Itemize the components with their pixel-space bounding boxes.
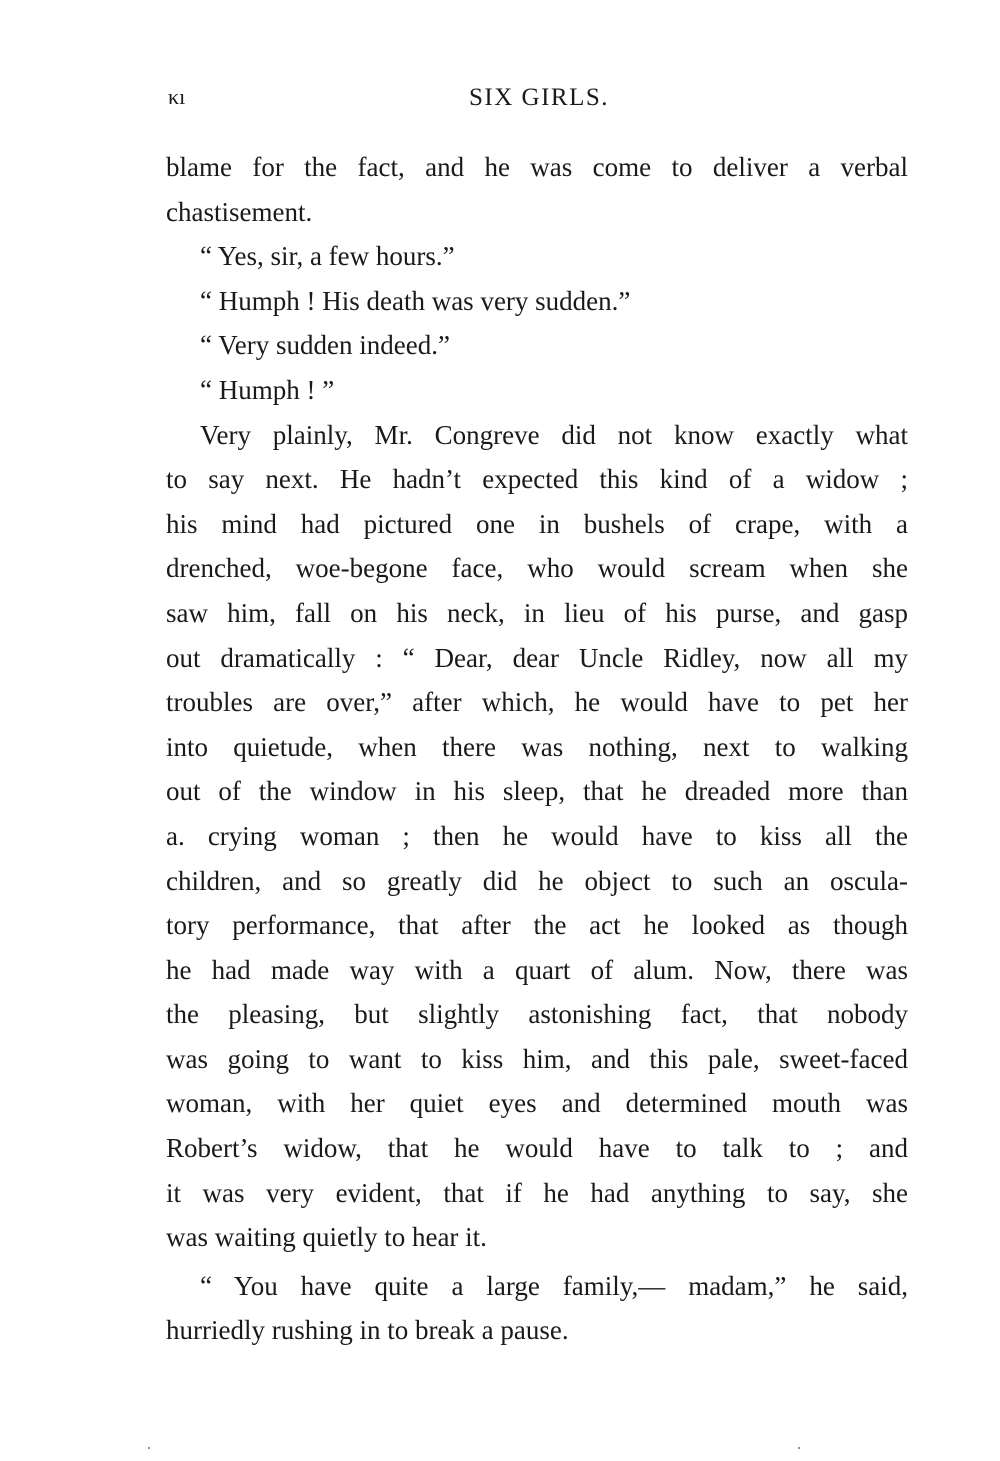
scan-speck: [148, 1447, 150, 1449]
text-line: it was very evident, that if he had anything to say, she: [166, 1177, 908, 1208]
text-line: out dramatically : “ Dear, dear Uncle Ridley, now all my: [166, 642, 908, 673]
text-line: was going to want to kiss him, and this pale, sweet-faced: [166, 1043, 908, 1074]
text-line: drenched, woe-begone face, who would scream when she: [166, 553, 908, 584]
text-line: children, and so greatly did he object to such an oscula-: [166, 865, 908, 896]
text-line: hurriedly rushing in to break a pause.: [166, 1315, 569, 1346]
text-line: to say next. He hadn’t expected this kind of a widow ;: [166, 464, 908, 495]
text-line: his mind had pictured one in bushels of crape, with a: [166, 508, 908, 539]
text-line: he had made way with a quart of alum. Now, there was: [166, 954, 908, 985]
body-text: [166, 145, 908, 1353]
text-line: a. crying woman ; then he would have to kiss all the: [166, 820, 908, 851]
text-line: chastisement.: [166, 196, 313, 227]
text-line: saw him, fall on his neck, in lieu of his purse, and gasp: [166, 597, 908, 628]
text-line: troubles are over,” after which, he would have to pet her: [166, 687, 908, 718]
text-line: was waiting quietly to hear it.: [166, 1222, 487, 1253]
dialogue-line: “ Yes, sir, a few hours.”: [200, 241, 455, 272]
dialogue-line: “ You have quite a large family,— madam,” he said,: [200, 1270, 908, 1301]
dialogue-line: “ Humph ! His death was very sudden.”: [200, 285, 631, 316]
text-line: tory performance, that after the act he looked as though: [166, 910, 908, 941]
text-line: the pleasing, but slightly astonishing fact, that nobody: [166, 999, 908, 1030]
dialogue-line: “ Very sudden indeed.”: [200, 330, 450, 361]
text-line: into quietude, when there was nothing, next to walking: [166, 731, 908, 762]
text-line: out of the window in his sleep, that he dreaded more than: [166, 776, 908, 807]
scan-speck: [798, 1447, 800, 1449]
text-line: blame for the fact, and he was come to deliver a verbal: [166, 152, 908, 182]
text-line: Very plainly, Mr. Congreve did not know exactly what: [200, 419, 908, 450]
running-title: SIX GIRLS.: [468, 84, 609, 111]
text-line: Robert’s widow, that he would have to talk to ; and: [166, 1133, 908, 1164]
running-head: [168, 84, 910, 120]
page-number: κı: [168, 84, 186, 109]
dialogue-line: “ Humph ! ”: [200, 374, 335, 405]
text-line: woman, with her quiet eyes and determined mouth was: [166, 1088, 908, 1119]
